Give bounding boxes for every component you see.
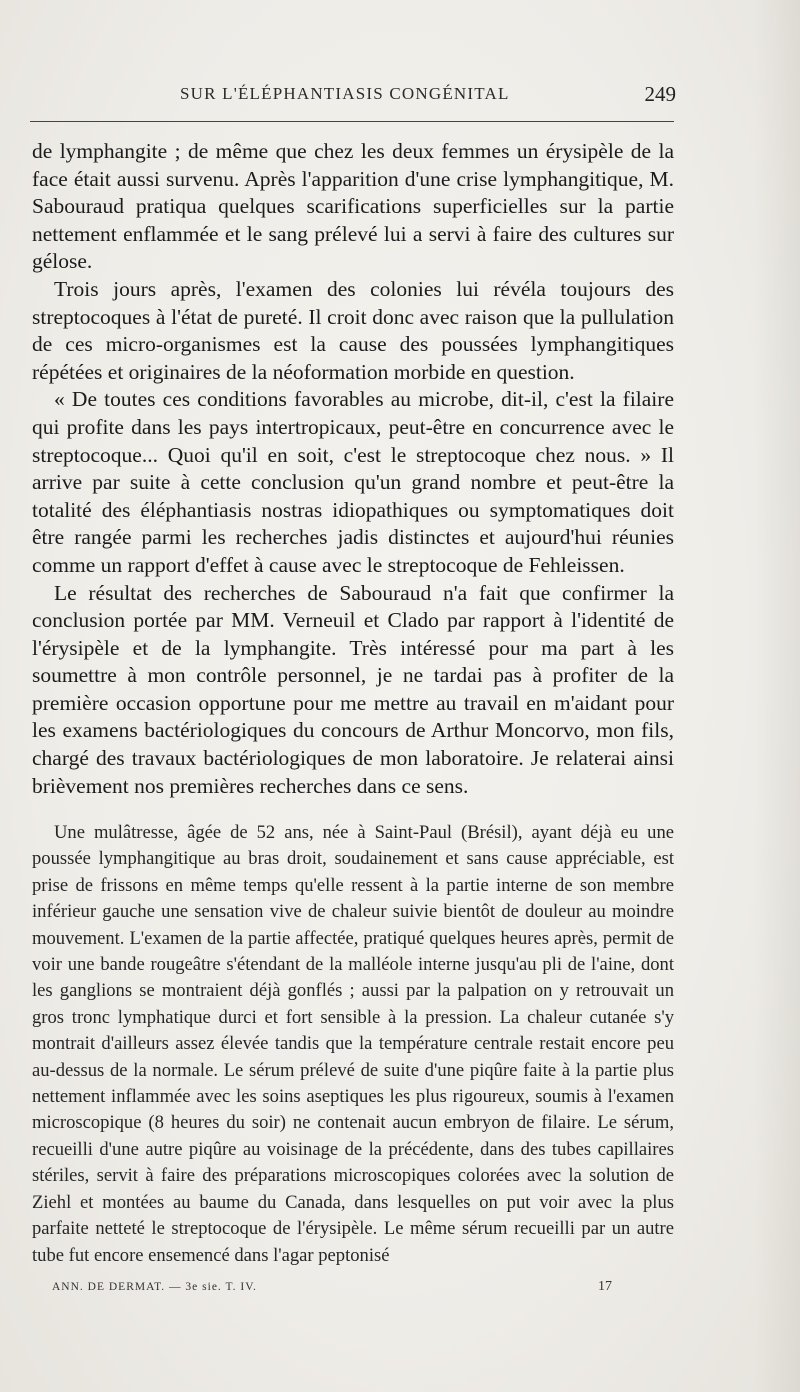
paragraph: Le résultat des recherches de Sabouraud n'a fait que confirmer la conclusion portée par MM. Verneuil et Clado par rapport à l'identité de l'érysipèle et de la lymphangite. Très intéressé pour ma part à les soumettre à mon contrôle personnel, je ne tardai pas à profiter de la première occasion opportune pour me mettre au travail en m'aidant pour les examens bactériologiques du concours de Arthur Moncorvo, mon fils, chargé des travaux bactériologiques de mon laboratoire. Je relaterai ainsi brièvement nos premières recherches dans ce sens. [32,580,674,798]
paragraph: « De toutes ces conditions favorables au microbe, dit-il, c'est la filaire qui profite dans les pays intertropicaux, peut-être en concurrence avec le streptocoque... Quoi qu'il en soit, c'est le streptocoque chez nous. » Il arrive par suite à cette conclusion qu'un grand nombre et peut-être la totalité des éléphantiasis nostras idiopathiques ou symptomatiques doit être rangée parmi les recherches jadis distinctes et aujourd'hui réunies comme un rapport d'effet à cause avec le streptocoque de Fehleissen. [32,387,674,577]
paragraph: de lymphangite ; de même que chez les deux femmes un érysipèle de la face était aussi survenu. Après l'apparition d'une crise lymphangitique, M. Sabouraud pratiqua quelques scarifications superficielles sur la partie nettement enflammée et le sang prélevé lui a servi à faire des cultures sur gélose. [32,139,674,274]
observation-paragraph: Une mulâtresse, âgée de 52 ans, née à Saint-Paul (Brésil), ayant déjà eu une poussée lymphangitique au bras droit, soudainement et sans cause appréciable, est prise de frissons en même temps qu'elle ressent à la partie interne de son membre inférieur gauche une sensation vive de chaleur suivie bientôt de douleur au moindre mouvement. L'examen de la partie affectée, pratiqué quelques heures après, permit de voir une bande rougeâtre s'étendant de la malléole interne jusqu'au pli de l'aine, dont les ganglions se montraient déjà gonflés ; aussi par la palpation on y retrouvait un gros tronc lymphatique durci et fort sensible à la pression. La chaleur cutanée s'y montrait d'ailleurs assez élevée tandis que la température centrale restait encore peu au-dessus de la normale. Le sérum prélevé de suite d'une piqûre faite à la partie plus nettement inflammée avec les soins aseptiques les plus rigoureux, soumis à l'examen microscopique (8 heures du soir) ne contenait aucun embryon de filaire. Le sérum, recueilli d'une autre piqûre au voisinage de la précédente, dans des tubes capillaires stériles, servit à faire des préparations microscopiques colorées avec la solution de Ziehl et montées au baume du Canada, dans lesquelles on put voir avec la plus parfaite netteté le streptocoque de l'érysipèle. Le même sérum recueilli par un autre tube fut encore ensemencé dans l'agar peptonisé [32,822,674,1266]
footer [52,1281,612,1301]
paragraph: Trois jours après, l'examen des colonies lui révéla toujours des streptocoques à l'état de pureté. Il croit donc avec raison que la pullulation de ces micro-organismes est la cause des poussées lymphangitiques répétées et originaires de la néoformation morbide en question. [32,276,674,384]
page-edge-shadow [754,0,800,1392]
page-number: 249 [644,82,676,106]
signature-number: 17 [598,1279,612,1294]
running-head [28,84,676,114]
header-rule [30,121,674,122]
running-title: SUR L'ÉLÉPHANTIASIS CONGÉNITAL [180,84,510,103]
main-text [32,138,674,800]
journal-signature: ANN. DE DERMAT. — 3e sie. T. IV. [52,1281,257,1293]
case-observation [32,820,674,1269]
